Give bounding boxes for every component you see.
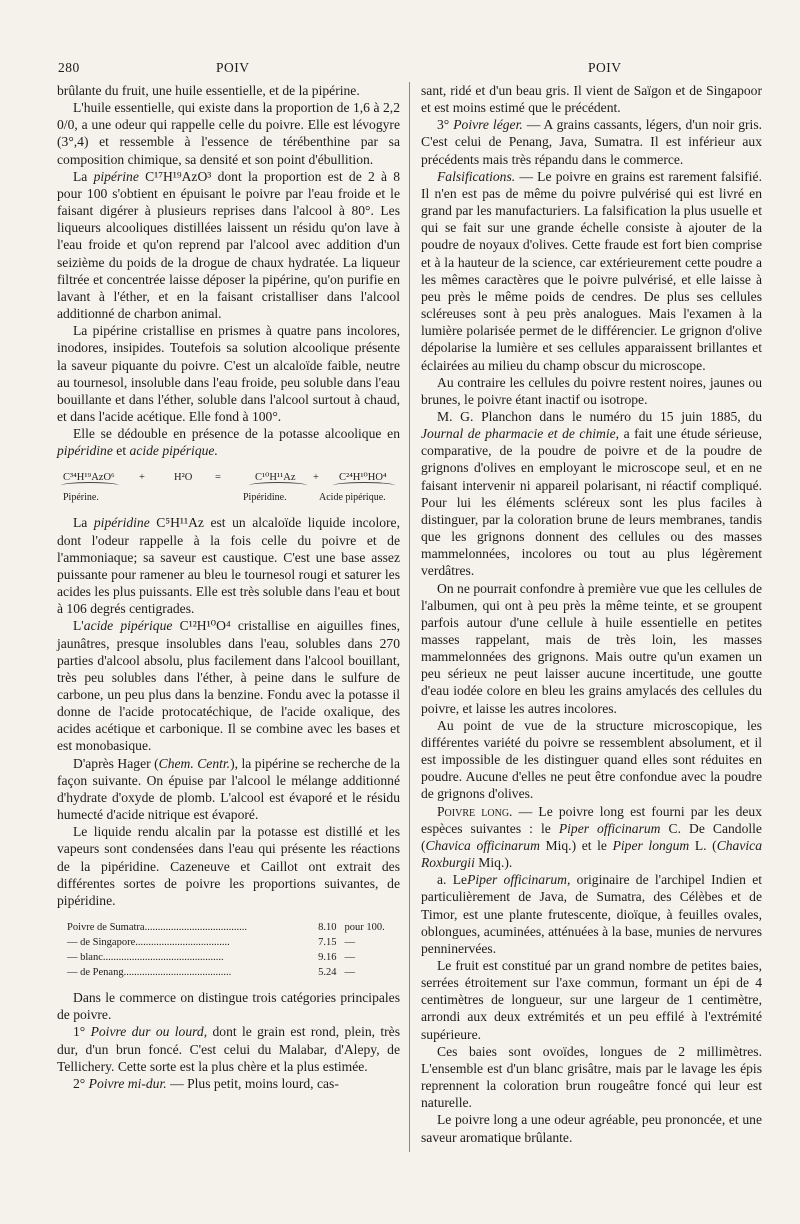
paragraph-text: L. ( (694, 837, 717, 853)
paragraph-text: M. G. Planchon dans le numéro du 15 juin 1885, du (437, 408, 762, 424)
table-cell-variety: — de Penang......................................... (67, 967, 232, 979)
table-cell-variety: — blanc.............................................. (67, 952, 224, 964)
paragraph-text: — Plus petit, moins lourd, cas- (170, 1075, 339, 1091)
right-column (421, 82, 762, 1146)
citation: Chem. Centr. (158, 755, 231, 771)
table-cell-value: 8.10 (318, 922, 337, 934)
paragraph-text: a fait une étude sérieuse, comparative, de la poudre de poivre et de la poudre de grignons d'olives en employant le microscope seul, et en ne faisant intervenir ni appareil polarisant, ni réactif compliqué. Pour lui les éléments scléreux sont les plus faciles à distinguer, par la coloration brune de leurs membranes, tandis que les grignons donnent des cellules ou des masses mammelonnées, incolores ou tout au plus légèrement verdâtres. (421, 426, 762, 579)
term: Poivre léger. (453, 117, 523, 133)
left-column (57, 82, 400, 1092)
term: acide pipérique. (129, 443, 218, 459)
equation-term: H²O (174, 472, 193, 484)
paragraph: L'huile essentielle, qui existe dans la proportion de 1,6 à 2,2 0/0, a une odeur qui rappelle celle du poivre. Elle est lévogyre (3°,4) et ressemble à l'essence de térébenthine par sa composition chimique, sa densité et son point d'ébullition. (57, 100, 400, 167)
table-cell-unit: — (344, 967, 356, 979)
term: pipéridine (93, 515, 150, 531)
chemical-formula: C⁵H¹¹Az (156, 515, 204, 531)
term: Poivre mi-dur. (88, 1075, 167, 1091)
chemical-formula: C¹⁷H¹⁹AzO³ (145, 168, 212, 184)
species-name: Chavica officinarum (425, 837, 540, 853)
paragraph: sant, ridé et d'un beau gris. Il vient de Saïgon et de Singapoor et est moins estimé que le précédent. (421, 83, 762, 116)
paragraph: Le liquide rendu alcalin par la potasse est distillé et les vapeurs sont condensées dans l'eau qui présente les réactions de la pipéridine. Cazeneuve et Caillot ont extrait des différentes sortes de poivre les proportions suivantes, de pipéridine. (57, 824, 400, 908)
paragraph-text: dont la proportion est de 2 à 8 pour 100 s'obtient en épuisant le poivre par l'eau froide et le faisant digérer à plusieurs reprises dans l'alcool à 80°. Les liqueurs alcooliques distillées laissent un résidu qu'on lave à l'eau froide et qu'on reprend par l'alcool avec addition d'un seizième du poids de la drogue de chaux hydratée. La liqueur filtrée et concentrée laisse déposer la pipérine, qu'on purifie en lavant à l'éther, et en la faisant cristalliser dans l'alcool additionné de charbon animal. (57, 168, 400, 322)
paragraph: brûlante du fruit, une huile essentielle, et de la pipérine. (57, 83, 360, 98)
table-row (67, 949, 400, 964)
table-cell-unit: pour 100. (344, 922, 385, 934)
paragraph (57, 425, 400, 459)
paragraph (57, 1023, 400, 1074)
equation-term: C²⁴H¹⁰HO⁴ (339, 472, 387, 484)
paragraph-text: est un alcaloïde liquide incolore, dont l'odeur rappelle à la fois celle du poivre et de l'ammoniaque; sa saveur est caustique. C'est une base assez puissante pour ramener au bleu le tournesol rougi et saturer les acides les plus puissants. Elle est très soluble dans l'eau et bout à 106 degrés centigrades. (57, 515, 400, 617)
paragraph-text: cristallise en aiguilles fines, jaunâtres, presque insolubles dans l'eau, solubles dans 270 parties d'alcool absolu, plus facilement dans l'alcool bouillant, très peu solubles dans l'éther, à peine dans le sulfure de carbone, un peu plus dans la benzine. Fondu avec la potasse il donne de l'acide protocatéchique, de l'acide oxalique, des acides acétique et carbonique. Il se combine avec les bases et est monobasique. (57, 618, 400, 754)
paragraph (421, 168, 762, 374)
brace (333, 482, 395, 489)
paragraph: Au contraire les cellules du poivre restent noires, jaunes ou brunes, le poivre étant inactif ou isotrope. (421, 374, 762, 407)
equation-operator: + (313, 472, 319, 484)
list-number: 1° (73, 1024, 86, 1040)
paragraph-text: dont le grain est rond, plein, très dur, d'un brun foncé. C'est celui du Malabar, d'Alepy, de Tellichery. Cette sorte est la plus chère et la plus estimée. (57, 1024, 400, 1074)
brace (249, 482, 307, 489)
paragraph: Au point de vue de la structure microscopique, les différentes variété du poivre se ressemblent absolument, et il est impossible de les distinguer quand elles sont réduites en poudre. Aucune d'elles ne peut être confondue avec la poudre de grignons d'olives. (421, 717, 762, 802)
paragraph: La pipérine C¹⁷H¹⁹AzO³ dont la proportion est de 2 à 8 pour 100 s'obtient en épuisant le poivre par l'eau froide et le faisant digérer à plusieurs reprises dans l'alcool à 80°. Les liqueurs alcooliques distillées laissent un résidu qu'on lave à l'eau froide et qu'on reprend par l'alcool avec addition d'un seizième du poids de la drogue de chaux hydratée. La liqueur filtrée et concentrée laisse déposer la pipérine, qu'on purifie en lavant à l'éther, et en la faisant cristalliser dans l'alcool additionné de charbon animal. (57, 168, 400, 322)
table-row (67, 919, 400, 934)
piperidine-table (67, 919, 400, 979)
page-number: 280 (58, 60, 80, 75)
paragraph-text: originaire de l'archipel Indien et particulièrement de Java, de Sumatra, des Célèbes et de Timor, est une plante frutescente, dioïque, à feuilles ovales, oblongues, acuminées, atténuées à la base, munies de nervures penninervées. (421, 872, 763, 956)
paragraph (421, 116, 762, 167)
table-cell-unit: — (344, 952, 356, 964)
equation-operator: + (139, 472, 145, 484)
equation-label: Pipéridine. (243, 492, 287, 504)
list-number: 3° (437, 117, 450, 133)
paragraph (421, 803, 762, 872)
equation-term: C¹⁰H¹¹Az (255, 472, 296, 484)
paragraph-text: a. Le (437, 872, 468, 888)
equation-operator: = (215, 472, 221, 484)
table-cell-unit: — (344, 937, 356, 949)
brace (61, 482, 119, 489)
list-number: 2° (73, 1075, 86, 1091)
term: pipérine (93, 168, 139, 184)
table-cell-value: 5.24 (318, 967, 337, 979)
paragraph: Le fruit est constitué par un grand nombre de petites baies, serrées étroitement sur l'axe commun, formant un épi de 4 centimètres de longueur, sur une largeur de 1 centimètre, arrondi aux deux extrémités et un peu effilé à l'extrémité supérieure. (421, 957, 762, 1042)
paragraph: La pipérine cristallise en prismes à quatre pans incolores, inodores, insipides. Toutefois sa solution alcoolique présente la saveur piquante du poivre. C'est un alcaloïde faible, neutre au tournesol, insoluble dans l'eau froide, peu soluble dans l'eau bouillante et dans l'éther, soluble dans l'alcool surtout à chaud, et dans l'acide acétique. Elle fond à 100°. (57, 323, 400, 424)
chemical-formula: C¹²H¹⁰O⁴ (179, 618, 231, 634)
paragraph: Dans le commerce on distingue trois catégories principales de poivre. (57, 990, 400, 1023)
citation: Journal de pharmacie et de chimie, (421, 426, 620, 442)
equation-term: C³⁴H¹⁹AzO⁶ (63, 472, 115, 484)
paragraph (421, 871, 762, 957)
paragraph: La pipéridine C⁵H¹¹Az est un alcaloïde liquide incolore, dont l'odeur rappelle à la fois celle du poivre et de l'ammoniaque; sa saveur est caustique. C'est une base assez puissante pour ramener au bleu le tournesol rougi et saturer les acides les plus puissants. Elle est très soluble dans l'eau et bout à 106 degrés centigrades. (57, 515, 400, 617)
paragraph-text: Elle se dédouble en présence de la potasse alcoolique en (73, 426, 400, 442)
paragraph-text: et (116, 443, 127, 459)
paragraph-text: ), la pipérine se recherche de la façon suivante. On épuise par l'alcool le mélange additionné d'hydrate d'oxyde de plomb. L'alcool est évaporé et le résidu humecté d'acide nitrique est évaporé. (57, 755, 400, 823)
species-name: Piper officinarum (558, 820, 661, 836)
equation-label: Pipérine. (63, 492, 99, 504)
paragraph-text: Miq.) et le (545, 837, 607, 853)
species-name: Chavica Roxburgii (421, 837, 762, 871)
species-name: Piper longum (612, 837, 690, 853)
paragraph: Ces baies sont ovoïdes, longues de 2 millimètres. L'ensemble est d'un blanc grisâtre, mais par le lavage les épis reprennent la coloration brun rougeâtre foncé qui leur est naturelle. (421, 1043, 762, 1111)
term: pipéridine (57, 443, 113, 459)
table-cell-value: 7.15 (318, 937, 337, 949)
species-name: Piper officinarum, (467, 872, 571, 888)
running-header (0, 60, 800, 80)
paragraph-text: — Le poivre en grains est rarement falsifié. Il n'en est pas de même du poivre pulvérisé qui est livré en grand par les manufacturiers. La falsification la plus usuelle et qui se fait sur une grande échelle consiste à ajouter de la poudre de noyaux d'olives. Cette fraude est fort bien comprise et à la hauteur de la science, car extérieurement cette poudre a les mêmes caractères que le poivre pulvérisé, et elle laisse à peu près le même poids de cendres. De plus ses cellules scléreuses sont à peu près analogues. Mais l'examen à la lumière polarisée permet de le différencier. Le grignon d'olive dépolarise la lumière et ses cellules apparaissent brillantes et éclairées au milieu du champ obscur du microscope. (421, 168, 762, 373)
paragraph: On ne pourrait confondre à première vue que les cellules de l'albumen, qui ont à peu près la même teinte, et se groupent parfois autour d'une cellule à huile essentielle en petites masses rappelant, mais de très loin, les masses mammelonnées des grignons. Mais outre qu'un examen un peu sérieux ne peut laisser aucune incertitude, une goutte d'eau iodée colore en bleu les grains amylacés des cellules du poivre, et laisse les autres incolores. (421, 580, 762, 716)
paragraph-text: — A grains cassants, légers, d'un noir gris. C'est celui de Penang, Java, Sumatra. Il est inférieur aux précédents mais très répandu dans le commerce. (421, 117, 763, 167)
table-row (67, 934, 400, 949)
section-title: Poivre long. (437, 803, 513, 819)
paragraph (57, 755, 400, 824)
table-cell-value: 9.16 (318, 952, 337, 964)
paragraph: Le poivre long a une odeur agréable, peu prononcée, et une saveur aromatique brûlante. (421, 1112, 762, 1145)
paragraph-text: — Le poivre long est fourni par les deux espèces suivantes : le (421, 803, 762, 836)
left-running-head: POIV (216, 60, 250, 75)
term: Poivre dur ou lourd, (90, 1024, 208, 1040)
paragraph-text: Miq.). (478, 855, 513, 871)
chemical-equation (57, 467, 400, 507)
section-title: Falsifications. (437, 168, 516, 184)
paragraph (57, 1075, 400, 1092)
table-cell-variety: Poivre de Sumatra....................................... (67, 922, 247, 934)
paragraph-text: C. De Candolle ( (421, 820, 762, 853)
paragraph-text: D'après Hager ( (73, 755, 159, 771)
table-cell-variety: — de Singapore.................................... (67, 937, 230, 949)
paragraph: L'acide pipérique C¹²H¹⁰O⁴ cristallise en aiguilles fines, jaunâtres, presque insolubles dans l'eau, solubles dans 270 parties d'alcool absolu, plus facilement dans l'alcool bouillant, très peu solubles dans l'éther, à peine dans le sulfure de carbone, un peu plus dans la benzine. Fondu avec la potasse il donne de l'acide protocatéchique, de l'acide oxalique, des acides acétique et carbonique. Il se combine avec les bases et est monobasique. (57, 618, 400, 754)
table-row (67, 964, 400, 979)
right-running-head: POIV (588, 60, 622, 75)
equation-label: Acide pipérique. (319, 492, 386, 504)
term: acide pipérique (83, 618, 173, 634)
paragraph (421, 408, 762, 580)
column-divider (409, 82, 410, 1152)
